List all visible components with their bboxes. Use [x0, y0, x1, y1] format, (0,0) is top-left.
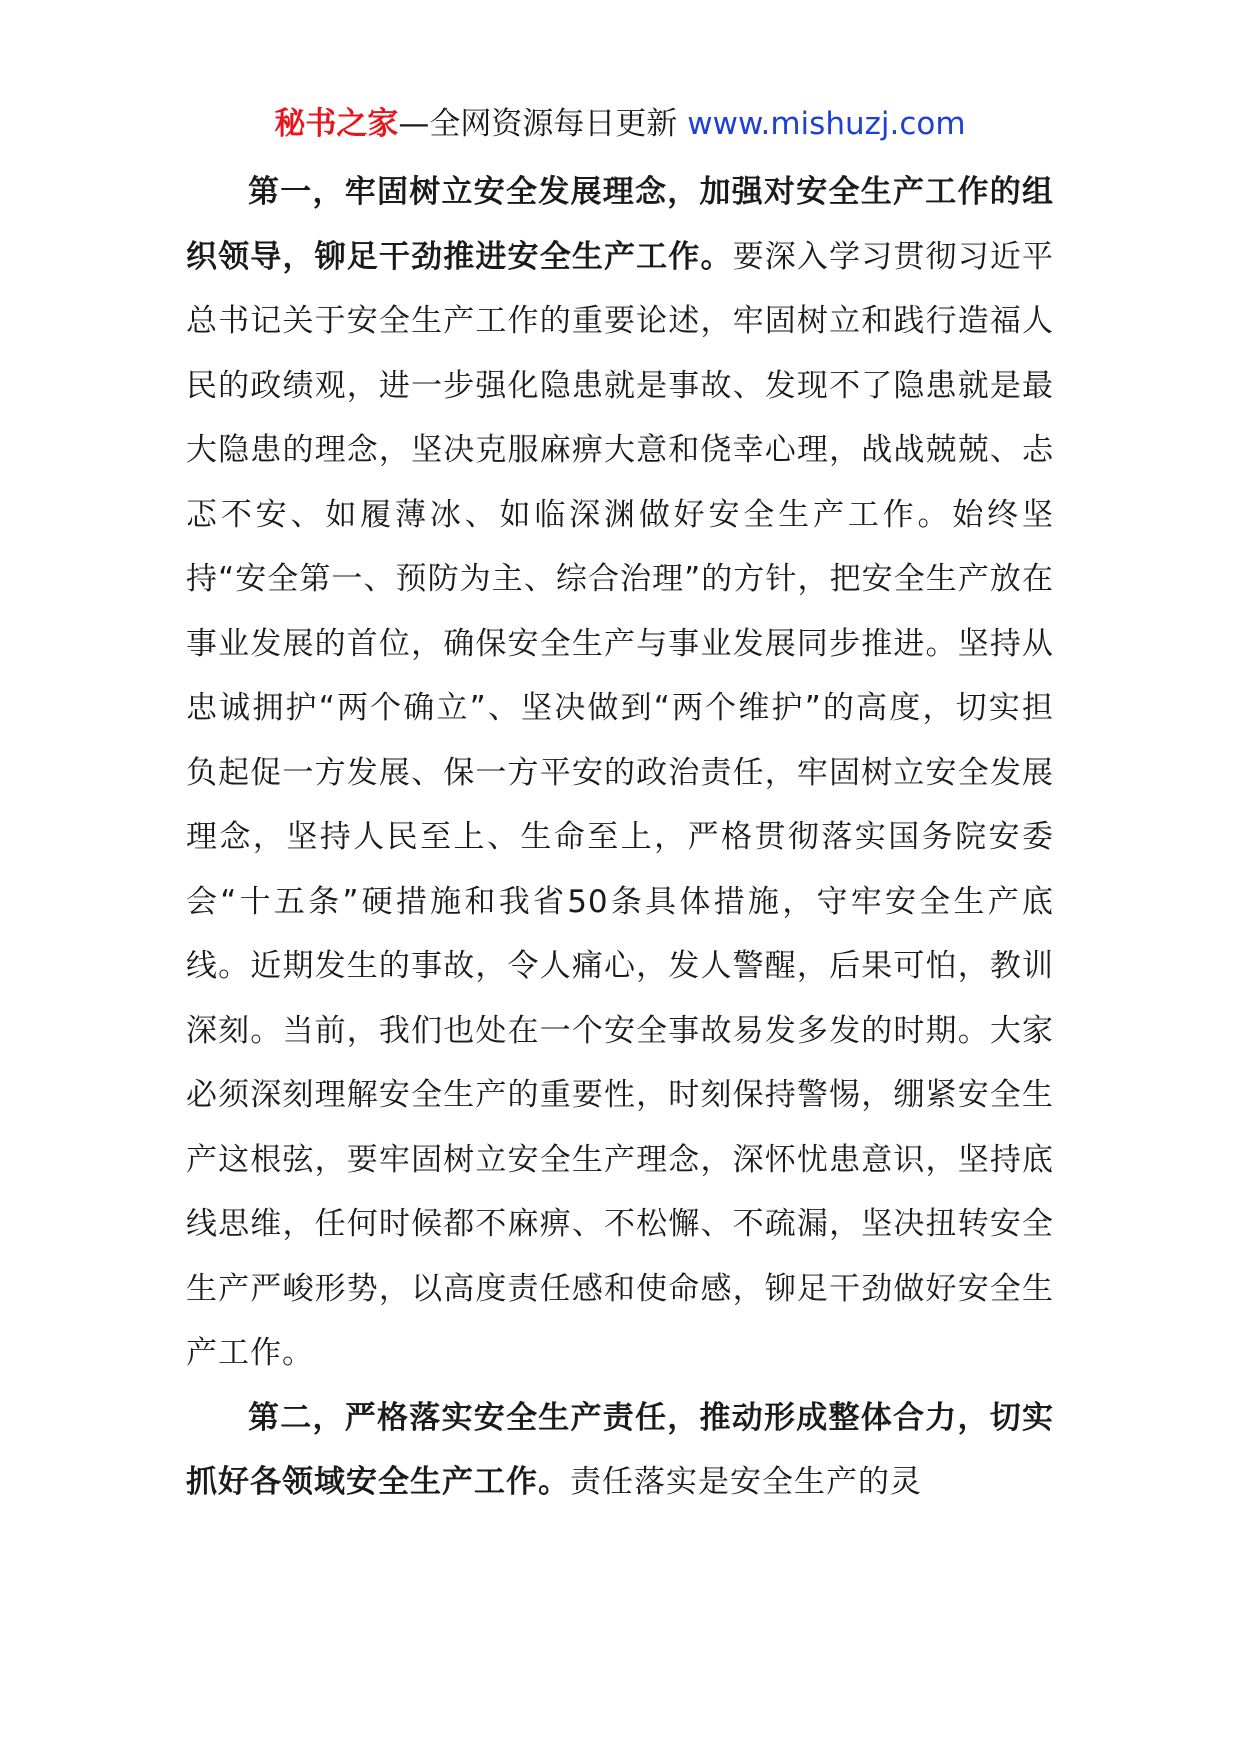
site-header	[0, 102, 1240, 146]
paragraph-1-body: 要深入学习贯彻习近平总书记关于安全生产工作的重要论述，牢固树立和践行造福人民的政绩观，进一步强化隐患就是事故、发现不了隐患就是最大隐患的理念，坚决克服麻痹大意和侥幸心理，战战兢兢、忐忑不安、如履薄冰、如临深渊做好安全生产工作。始终坚持“安全第一、预防为主、综合治理”的方针，把安全生产放在事业发展的首位，确保安全生产与事业发展同步推进。坚持从忠诚拥护“两个确立”、坚决做到“两个维护”的高度，切实担负起促一方发展、保一方平安的政治责任，牢固树立安全发展理念，坚持人民至上、生命至上，严格贯彻落实国务院安委会“十五条”硬措施和我省50条具体措施，守牢安全生产底线。近期发生的事故，令人痛心，发人警醒，后果可怕，教训深刻。当前，我们也处在一个安全事故易发多发的时期。大家必须深刻理解安全生产的重要性，时刻保持警惕，绷紧安全生产这根弦，要牢固树立安全生产理念，深怀忧患意识，坚持底线思维，任何时候都不麻痹、不松懈、不疏漏，坚决扭转安全生产严峻形势，以高度责任感和使命感，铆足干劲做好安全生产工作。	[186, 238, 1055, 1371]
paragraph-2	[186, 1386, 1054, 1515]
site-brand: 秘书之家	[274, 106, 399, 142]
paragraph-1-lead: 第一，牢固树立安全发展理念，加强对安全生产工作的组织领导，铆足干劲推进安全生产工作。	[186, 174, 1054, 275]
site-tagline: —全网资源每日更新	[398, 106, 678, 142]
document-body	[186, 160, 1054, 1515]
paragraph-1	[186, 160, 1054, 1386]
paragraph-2-lead: 第二，严格落实安全生产责任，推动形成整体合力，切实抓好各领域安全生产工作。	[186, 1399, 1054, 1500]
paragraph-2-body: 责任落实是安全生产的灵	[570, 1464, 922, 1500]
site-url-link[interactable]: www.mishuzj.com	[687, 106, 966, 142]
